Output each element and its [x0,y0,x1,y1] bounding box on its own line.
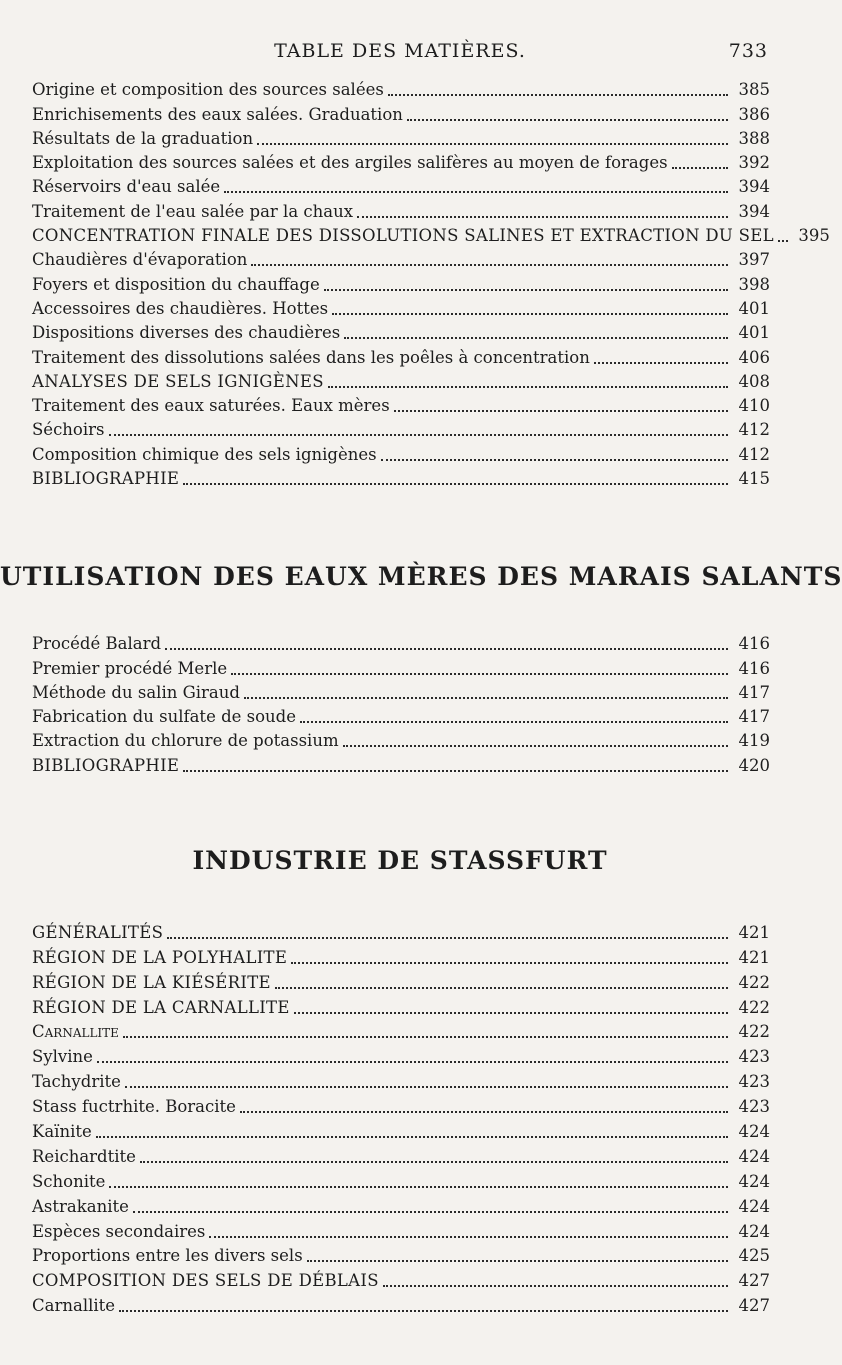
running-title: TABLE DES MATIÈRES. [274,40,526,62]
toc-entry-page-number: 424 [738,1221,770,1241]
dot-leader [97,1060,728,1063]
toc-entry-title: Dispositions diverses des chaudières [32,323,341,343]
toc-entry-page-number: 422 [738,997,770,1017]
toc-entry [32,1217,770,1242]
toc-entry [32,416,770,440]
toc-entry [32,1242,770,1267]
dot-leader [672,166,728,169]
dot-leader [125,1085,728,1088]
dot-leader [332,312,728,315]
toc-entry-title: Carnallite [32,1022,119,1042]
toc-entry [32,173,770,197]
toc-entry-title: BIBLIOGRAPHIE [32,755,180,775]
toc-entry [32,100,770,124]
toc-entry-title: Origine et composition des sources salées [32,80,384,100]
toc-entry-page-number: 425 [738,1246,770,1266]
toc-entry-title: Carnallite [32,1296,116,1316]
dot-leader [394,409,728,412]
toc-section-stassfurt [32,918,770,1316]
toc-entry-title: RÉGION DE LA CARNALLITE [32,997,290,1017]
toc-entry [32,727,770,751]
toc-entry [32,1142,770,1167]
toc-entry-page-number: 408 [738,371,770,391]
toc-entry [32,392,770,416]
toc-entry [32,1167,770,1192]
toc-entry-page-number: 398 [738,274,770,294]
toc-entry-title: Traitement des eaux saturées. Eaux mères [32,396,390,416]
dot-leader [381,458,728,461]
dot-leader [294,1011,728,1014]
toc-entry-title: Procédé Balard [32,634,162,654]
toc-entry [32,1117,770,1142]
dot-leader [407,118,728,121]
toc-entry [32,465,770,489]
toc-entry-page-number: 412 [738,420,770,440]
toc-entry-page-number: 394 [738,201,770,221]
dot-leader [383,1284,728,1287]
toc-entry-title: BIBLIOGRAPHIE [32,469,180,489]
dot-leader [167,936,728,939]
toc-entry-title: Accessoires des chaudières. Hottes [32,298,329,318]
dot-leader [109,1185,728,1188]
dot-leader [275,986,728,989]
toc-entry-page-number: 419 [738,731,770,751]
toc-entry [32,1042,770,1067]
toc-entry [32,125,770,149]
toc-section-marais-salants [32,630,770,776]
toc-entry [32,751,770,775]
toc-entry-title: Foyers et disposition du chauffage [32,274,320,294]
toc-entry-title: Reichardtite [32,1146,136,1166]
toc-entry-page-number: 415 [738,469,770,489]
toc-entry-title: Sylvine [32,1047,93,1067]
toc-entry-page-number: 397 [738,250,770,270]
toc-entry-page-number: 424 [738,1122,770,1142]
dot-leader [183,482,728,485]
toc-entry-title: RÉGION DE LA POLYHALITE [32,947,288,967]
dot-leader [209,1235,728,1238]
toc-entry-title: ANALYSES DE SELS IGNIGÈNES [32,371,324,391]
toc-entry [32,943,770,968]
toc-entry [32,343,770,367]
toc-entry-page-number: 421 [738,922,770,942]
toc-entry [32,703,770,727]
dot-leader [344,336,728,339]
toc-entry-page-number: 423 [738,1097,770,1117]
toc-entry-title: Enrichisements des eaux salées. Graduation [32,104,403,124]
dot-leader [133,1210,728,1213]
toc-entry-title: Kaïnite [32,1122,92,1142]
toc-entry-page-number: 423 [738,1047,770,1067]
dot-leader [165,647,728,650]
toc-entry-page-number: 422 [738,972,770,992]
toc-entry-page-number: 394 [738,177,770,197]
page-header [0,40,800,62]
toc-entry-page-number: 423 [738,1072,770,1092]
toc-entry-page-number: 416 [738,658,770,678]
toc-entry [32,1266,770,1291]
toc-entry-title: Espèces secondaires [32,1221,206,1241]
dot-leader [96,1135,728,1138]
toc-entry [32,440,770,464]
toc-entry-page-number: 420 [738,755,770,775]
dot-leader [224,190,728,193]
dot-leader [240,1110,728,1113]
toc-entry [32,918,770,943]
toc-entry-title: Stass fuctrhite. Boracite [32,1097,236,1117]
toc-entry-title: Composition chimique des sels ignigènes [32,444,377,464]
toc-entry-page-number: 410 [738,396,770,416]
toc-entry-title: Exploitation des sources salées et des argiles salifères au moyen de forages [32,153,668,173]
toc-entry-page-number: 427 [738,1271,770,1291]
dot-leader [109,433,728,436]
toc-entry-page-number: 416 [738,634,770,654]
toc-entry [32,630,770,654]
toc-entry-page-number: 421 [738,947,770,967]
dot-leader [324,288,728,291]
toc-entry-title: Tachydrite [32,1072,121,1092]
toc-entry-title: RÉGION DE LA KIÉSÉRITE [32,972,271,992]
dot-leader [244,696,728,699]
toc-entry-title: Traitement des dissolutions salées dans les poêles à concentration [32,347,590,367]
dot-leader [119,1309,728,1312]
toc-entry-page-number: 424 [738,1171,770,1191]
toc-entry-page-number: 406 [738,347,770,367]
toc-entry-title: Proportions entre les divers sels [32,1246,303,1266]
toc-entry-title: COMPOSITION DES SELS DE DÉBLAIS [32,1271,379,1291]
toc-entry-title: CONCENTRATION FINALE DES DISSOLUTIONS SALINES ET EXTRACTION DU SEL [32,226,774,246]
toc-entry [32,149,770,173]
toc-entry [32,1291,770,1316]
toc-entry-title: Séchoirs [32,420,105,440]
toc-entry-page-number: 424 [738,1196,770,1216]
toc-entry-title: Fabrication du sulfate de soude [32,707,296,727]
dot-leader [300,720,728,723]
toc-entry [32,246,770,270]
toc-entry [32,1092,770,1117]
toc-entry-page-number: 412 [738,444,770,464]
toc-entry-page-number: 401 [738,323,770,343]
toc-entry [32,679,770,703]
section-heading-stassfurt: INDUSTRIE DE STASSFURT [192,846,608,875]
toc-entry-title: Astrakanite [32,1196,129,1216]
toc-entry [32,1067,770,1092]
toc-entry [32,319,770,343]
dot-leader [343,744,728,747]
dot-leader [251,263,728,266]
toc-entry-page-number: 424 [738,1146,770,1166]
dot-leader [328,385,728,388]
toc-section-salt-springs [32,76,830,489]
toc-entry-title: Résultats de la graduation [32,128,254,148]
toc-entry-title: Extraction du chlorure de potassium [32,731,339,751]
dot-leader [307,1259,728,1262]
toc-entry-page-number: 417 [738,682,770,702]
toc-entry-page-number: 386 [738,104,770,124]
toc-entry-page-number: 427 [738,1296,770,1316]
dot-leader [257,142,728,145]
toc-entry [32,368,770,392]
toc-entry-title: Premier procédé Merle [32,658,228,678]
dot-leader [123,1035,728,1038]
toc-entry-page-number: 401 [738,298,770,318]
toc-entry [32,654,770,678]
dot-leader [231,672,728,675]
toc-entry-title: GÉNÉRALITÉS [32,922,164,942]
toc-entry-page-number: 388 [738,128,770,148]
dot-leader [357,215,728,218]
toc-entry-page-number: 395 [798,226,830,246]
section-heading-marais-salants: UTILISATION DES EAUX MÈRES DES MARAIS SALANTS [0,562,842,591]
toc-entry-page-number: 385 [738,80,770,100]
dot-leader [183,769,728,772]
toc-entry [32,993,770,1018]
toc-entry-page-number: 417 [738,707,770,727]
toc-entry [32,1192,770,1217]
dot-leader [291,961,728,964]
toc-entry-title: Réservoirs d'eau salée [32,177,221,197]
toc-entry-title: Méthode du salin Giraud [32,682,240,702]
toc-entry-page-number: 392 [738,153,770,173]
toc-entry [32,968,770,993]
dot-leader [778,239,788,242]
toc-entry [32,222,830,246]
dot-leader [594,361,728,364]
toc-entry [32,295,770,319]
dot-leader [140,1160,728,1163]
toc-entry [32,270,770,294]
page-number: 733 [728,40,768,62]
toc-entry-title: Chaudières d'évaporation [32,250,248,270]
toc-entry-title: Schonite [32,1171,106,1191]
toc-entry-page-number: 422 [738,1022,770,1042]
dot-leader [388,93,728,96]
toc-entry [32,76,770,100]
toc-entry-title: Traitement de l'eau salée par la chaux [32,201,354,221]
toc-entry [32,1018,770,1043]
toc-entry [32,197,770,221]
